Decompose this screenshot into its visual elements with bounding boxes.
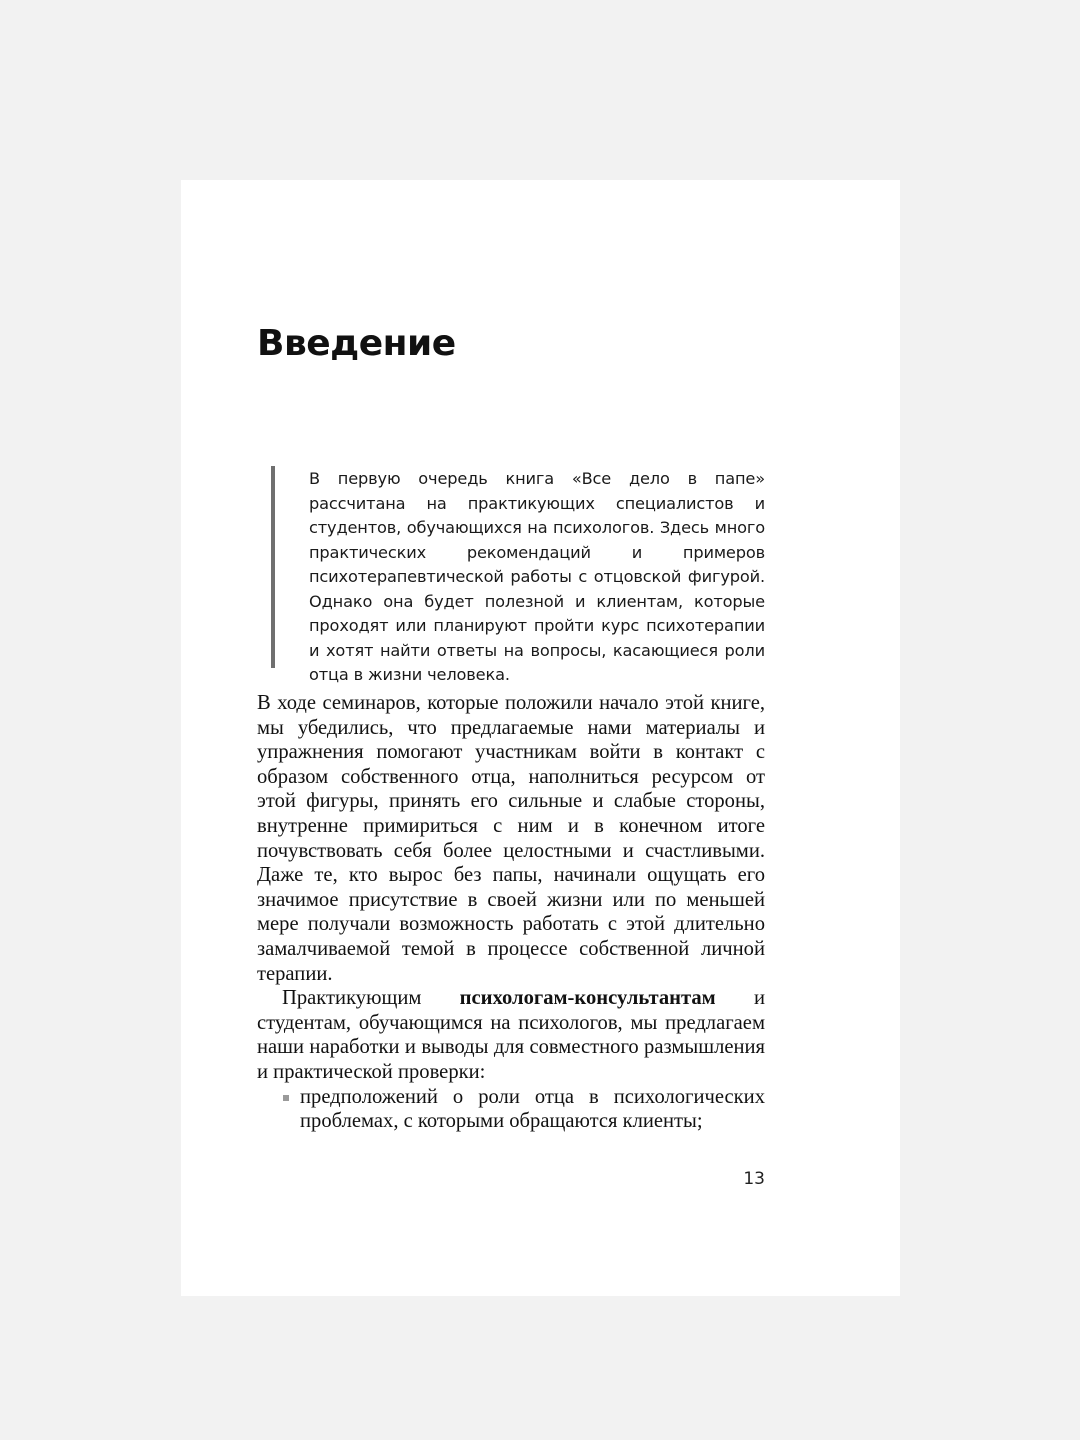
book-page	[181, 180, 900, 1296]
paragraph-2-end: и студентам, обучающимся на психологов, мы предлагаем наши наработки и выводы для совместного размышления и практической проверки:	[257, 987, 765, 1083]
square-bullet-icon	[283, 1095, 289, 1101]
paragraph-2-bold-term: психологам-консультантам	[459, 987, 716, 1010]
paragraph-2-start: Практикующим	[282, 987, 460, 1010]
page-number: 13	[743, 1169, 765, 1189]
list-item	[257, 1085, 765, 1134]
list-item-text: предположений о роли отца в психологических проблемах, с которыми обращаются клиенты;	[300, 1085, 765, 1133]
chapter-title: Введение	[257, 323, 456, 364]
epigraph-block	[271, 466, 765, 684]
paragraph-1: В ходе семинаров, которые положили начало этой книге, мы убедились, что предлагаемые нами материалы и упражнения помогают участникам войти в контакт с образом собственного отца, наполниться ресурсом от этой фигуры, принять его сильные и слабые стороны, внутренне примириться с ним и в конечном итоге почувствовать себя более целостными и счастливыми. Даже те, кто вырос без папы, начинали ощущать его значимое присутствие в своей жизни или по меньшей мере получали возможность работать с этой длительно замалчиваемой темой в процессе собственной личной терапии.	[257, 692, 765, 985]
body-text	[257, 691, 765, 1134]
epigraph-text: В первую очередь книга «Все дело в папе» рассчитана на практикующих специалистов и студентов, обучающихся на психологов. Здесь много практических рекомендаций и примеров психотерапевтической работы с отцовской фигурой. Однако она будет полезной и клиентам, которые проходят или планируют пройти курс психотерапии и хотят найти ответы на вопросы, касающиеся роли отца в жизни человека.	[309, 469, 765, 684]
paragraph-2	[257, 986, 765, 1084]
